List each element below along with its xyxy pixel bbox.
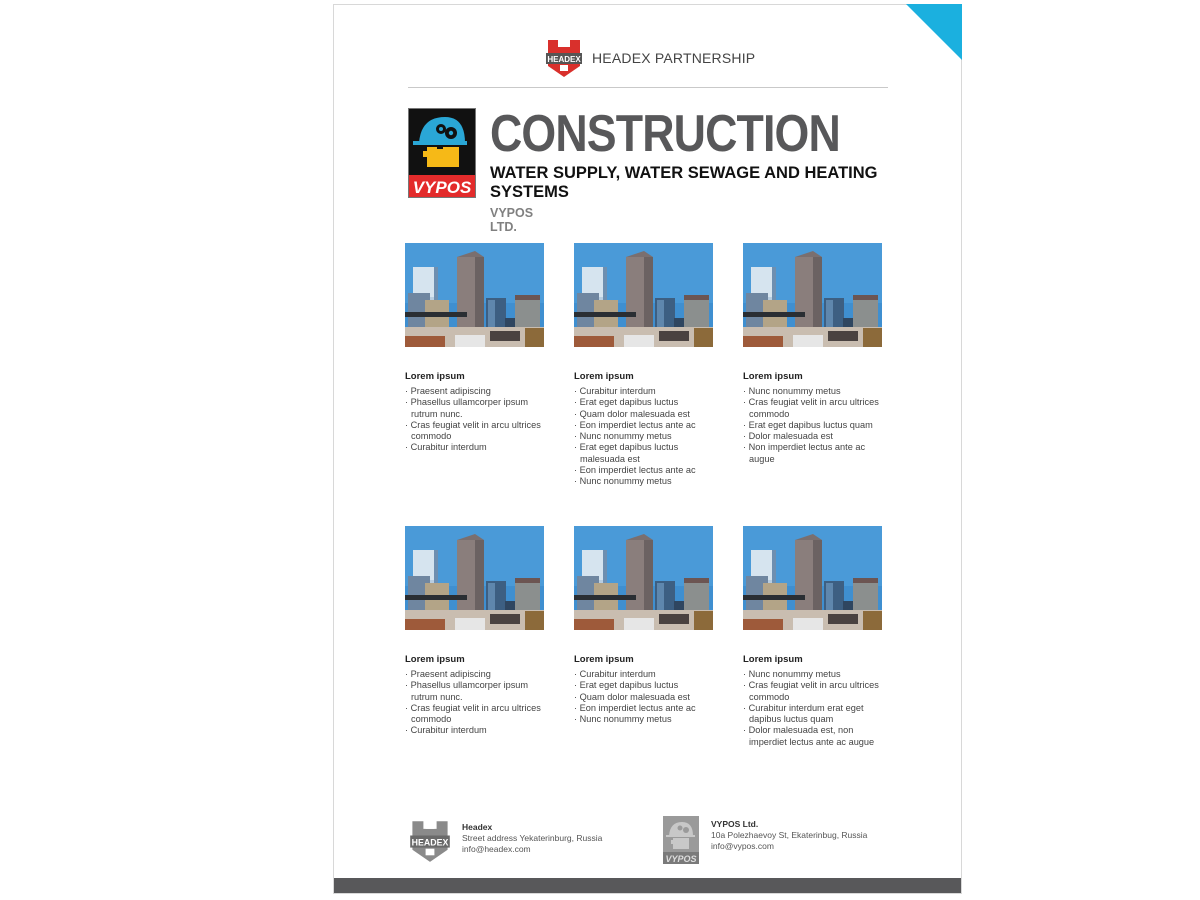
svg-text:HEADEX: HEADEX xyxy=(411,837,449,848)
page-subtitle: WATER SUPPLY, WATER SEWAGE AND HEATING SYSTEMS xyxy=(490,164,878,201)
card-heading: Lorem ipsum xyxy=(743,654,803,665)
document-page xyxy=(333,4,962,894)
info-card xyxy=(743,526,883,748)
list-item: · Praesent adipiscing xyxy=(405,386,545,397)
footer-vypos xyxy=(663,816,867,864)
list-item: · Curabitur interdum erat eget dapibus luctus quam xyxy=(743,703,883,726)
company-name: VYPOS LTD. xyxy=(490,206,534,234)
footer-email[interactable]: info@headex.com xyxy=(462,844,531,854)
list-item: · Cras feugiat velit in arcu ultrices commodo xyxy=(405,420,545,443)
svg-text:VYPOS: VYPOS xyxy=(665,854,697,864)
list-item: · Curabitur interdum xyxy=(405,725,545,736)
corner-accent xyxy=(906,4,962,60)
partner-header xyxy=(546,38,755,78)
footer-address: 10a Polezhaevoy St, Ekaterinbug, Russia xyxy=(711,830,868,840)
headex-logo-icon xyxy=(546,38,582,78)
list-item: · Eon imperdiet lectus ante ac xyxy=(574,420,714,431)
list-item: · Erat eget dapibus luctus malesuada est xyxy=(574,442,714,465)
card-list xyxy=(743,386,883,465)
card-list xyxy=(405,386,545,454)
list-item: · Erat eget dapibus luctus xyxy=(574,680,714,691)
list-item: · Erat eget dapibus luctus xyxy=(574,397,714,408)
vypos-contact xyxy=(711,816,867,852)
list-item: · Cras feugiat velit in arcu ultrices commodo xyxy=(743,397,883,420)
list-item: · Eon imperdiet lectus ante ac xyxy=(574,703,714,714)
footer-email[interactable]: info@vypos.com xyxy=(711,841,774,851)
vypos-logo xyxy=(408,108,476,198)
list-item: · Cras feugiat velit in arcu ultrices commodo xyxy=(405,703,545,726)
footer-company-name: VYPOS Ltd. xyxy=(711,819,759,829)
list-item: · Nunc nonummy metus xyxy=(574,431,714,442)
list-item: · Nunc nonummy metus xyxy=(574,714,714,725)
card-heading: Lorem ipsum xyxy=(405,654,465,665)
list-item: · Dolor malesuada est, non imperdiet lectus ante ac augue xyxy=(743,725,883,748)
list-item: · Nunc nonummy metus xyxy=(743,386,883,397)
list-item: · Phasellus ullamcorper ipsum rutrum nunc. xyxy=(405,397,545,420)
headex-logo-gray-icon xyxy=(410,819,450,863)
header-divider xyxy=(408,87,888,88)
list-item: · Quam dolor malesuada est xyxy=(574,409,714,420)
city-skyline-image xyxy=(574,526,713,630)
card-list xyxy=(405,669,545,737)
info-card xyxy=(574,526,714,725)
city-skyline-image xyxy=(405,526,544,630)
footer-address: Street address Yekaterinburg, Russia xyxy=(462,833,603,843)
vypos-logo-gray-icon xyxy=(663,816,699,864)
card-heading: Lorem ipsum xyxy=(405,371,465,382)
headex-contact xyxy=(462,819,602,855)
list-item: · Curabitur interdum xyxy=(574,386,714,397)
list-item: · Eon imperdiet lectus ante ac xyxy=(574,465,714,476)
list-item: · Non imperdiet lectus ante ac augue xyxy=(743,442,883,465)
card-heading: Lorem ipsum xyxy=(743,371,803,382)
city-skyline-image xyxy=(405,243,544,347)
city-skyline-image xyxy=(574,243,713,347)
list-item: · Nunc nonummy metus xyxy=(743,669,883,680)
info-card xyxy=(574,243,714,488)
card-list xyxy=(574,386,714,488)
list-item: · Curabitur interdum xyxy=(405,442,545,453)
list-item: · Praesent adipiscing xyxy=(405,669,545,680)
city-skyline-image xyxy=(743,243,882,347)
card-list xyxy=(743,669,883,748)
card-heading: Lorem ipsum xyxy=(574,654,634,665)
info-card xyxy=(405,526,545,737)
svg-text:VYPOS: VYPOS xyxy=(412,178,472,197)
list-item: · Nunc nonummy metus xyxy=(574,476,714,487)
city-skyline-image xyxy=(743,526,882,630)
card-list xyxy=(574,669,714,725)
list-item: · Dolor malesuada est xyxy=(743,431,883,442)
partner-name: HEADEX PARTNERSHIP xyxy=(592,50,756,66)
helmet-gear-icon xyxy=(409,109,475,197)
footer-company-name: Headex xyxy=(462,822,493,832)
info-card xyxy=(743,243,883,465)
card-heading: Lorem ipsum xyxy=(574,371,634,382)
page-title: CONSTRUCTION xyxy=(490,105,840,163)
list-item: · Erat eget dapibus luctus quam xyxy=(743,420,883,431)
info-card xyxy=(405,243,545,454)
list-item: · Quam dolor malesuada est xyxy=(574,692,714,703)
footer-headex xyxy=(410,819,602,863)
list-item: · Curabitur interdum xyxy=(574,669,714,680)
list-item: · Cras feugiat velit in arcu ultrices commodo xyxy=(743,680,883,703)
footer-bar xyxy=(334,878,961,893)
svg-text:HEADEX: HEADEX xyxy=(547,55,581,64)
list-item: · Phasellus ullamcorper ipsum rutrum nunc. xyxy=(405,680,545,703)
